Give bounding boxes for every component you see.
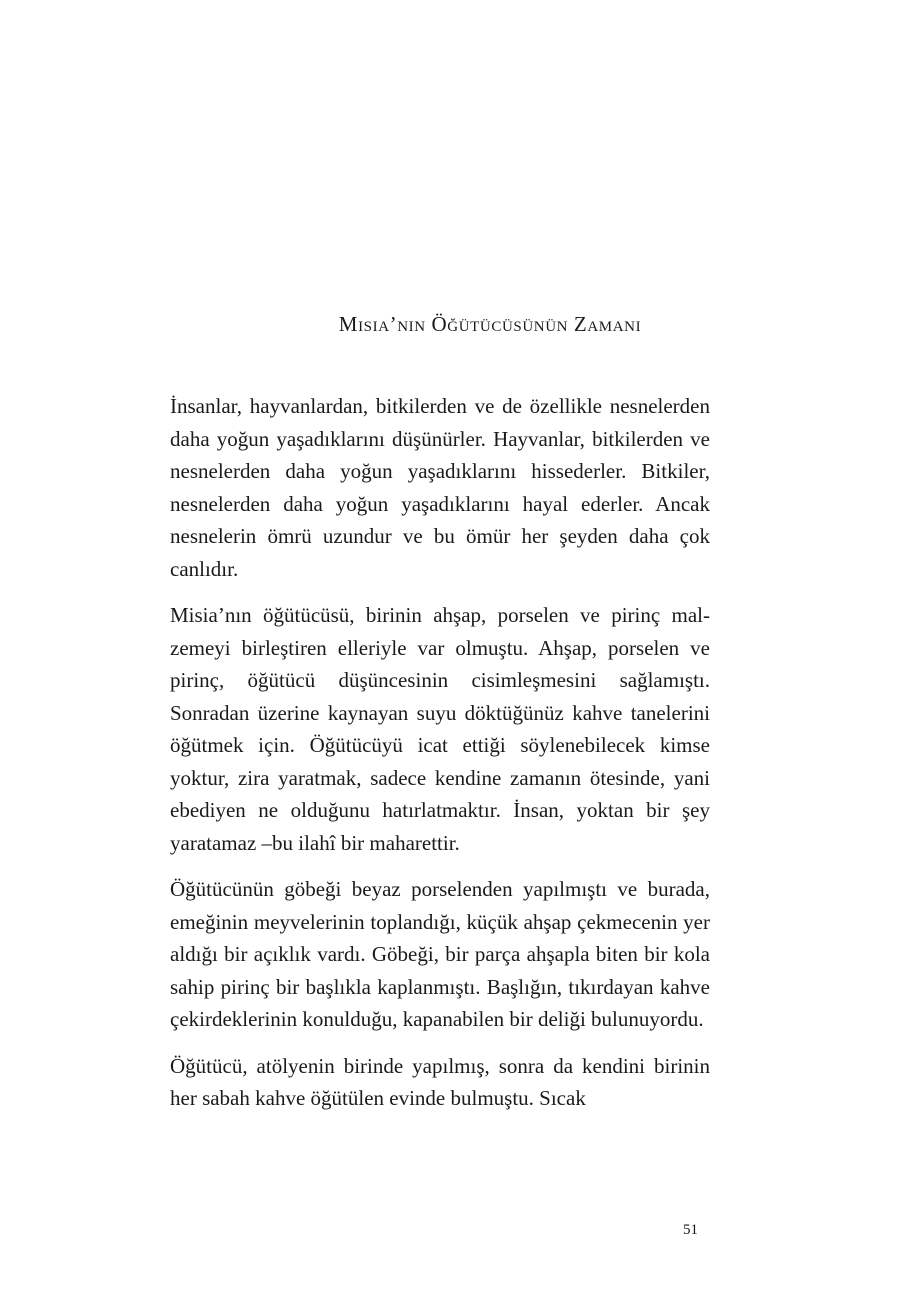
chapter-title: Misia’nın Öğütücüsünün Zamanı [338, 312, 642, 336]
paragraph-3: Öğütücünün göbeği beyaz porselenden yapılmıştı ve burada, emeğinin meyvelerinin toplandığı, küçük ahşap çekmecenin yer aldığı bir açıklık vardı. Göbeği, bir parça ahşapla biten bir kola sahip pirinç bir başlıkla kaplanmıştı. Başlığın, tıkırdayan kahve çekirdeklerinin konulduğu, kapanabilen bir deliği bulunuyordu. [170, 877, 710, 1031]
paragraph-2: Misia’nın öğütücüsü, birinin ahşap, porselen ve pirinç malzemeyi birleştiren elleriyle var olmuştu. Ahşap, porselen ve pirinç, öğütücü düşüncesinin cisimleşmesini sağlamıştı. Sonradan üzerine kaynayan suyu döktüğünüz kahve tanelerini öğütmek için. Öğütücüyü icat ettiği söylenebilecek kimse yoktur, zira yaratmak, sadece kendine zamanın ötesinde, yani ebediyen ne olduğunu hatırlatmaktır. İnsan, yoktan bir şey yaratamaz –bu ilahî bir maharettir. [170, 603, 710, 855]
page-number: 51 [683, 1222, 698, 1238]
paragraph-1: İnsanlar, hayvanlardan, bitkilerden ve de özellikle nesnelerden daha yoğun yaşadıklarını düşünürler. Hayvanlar, bitkilerden ve nesnelerden daha yoğun yaşadıklarını hissederler. Bitkiler, nesnelerden daha yoğun yaşadıklarını hayal ederler. Ancak nesnelerin ömrü uzundur ve bu ömür her şeyden daha çok canlıdır. [170, 394, 710, 581]
chapter-body [170, 390, 710, 1129]
paragraph-4: Öğütücü, atölyenin birinde yapılmış, sonra da kendini birinin her sabah kahve öğütülen evinde bulmuştu. Sıcak [170, 1053, 710, 1110]
